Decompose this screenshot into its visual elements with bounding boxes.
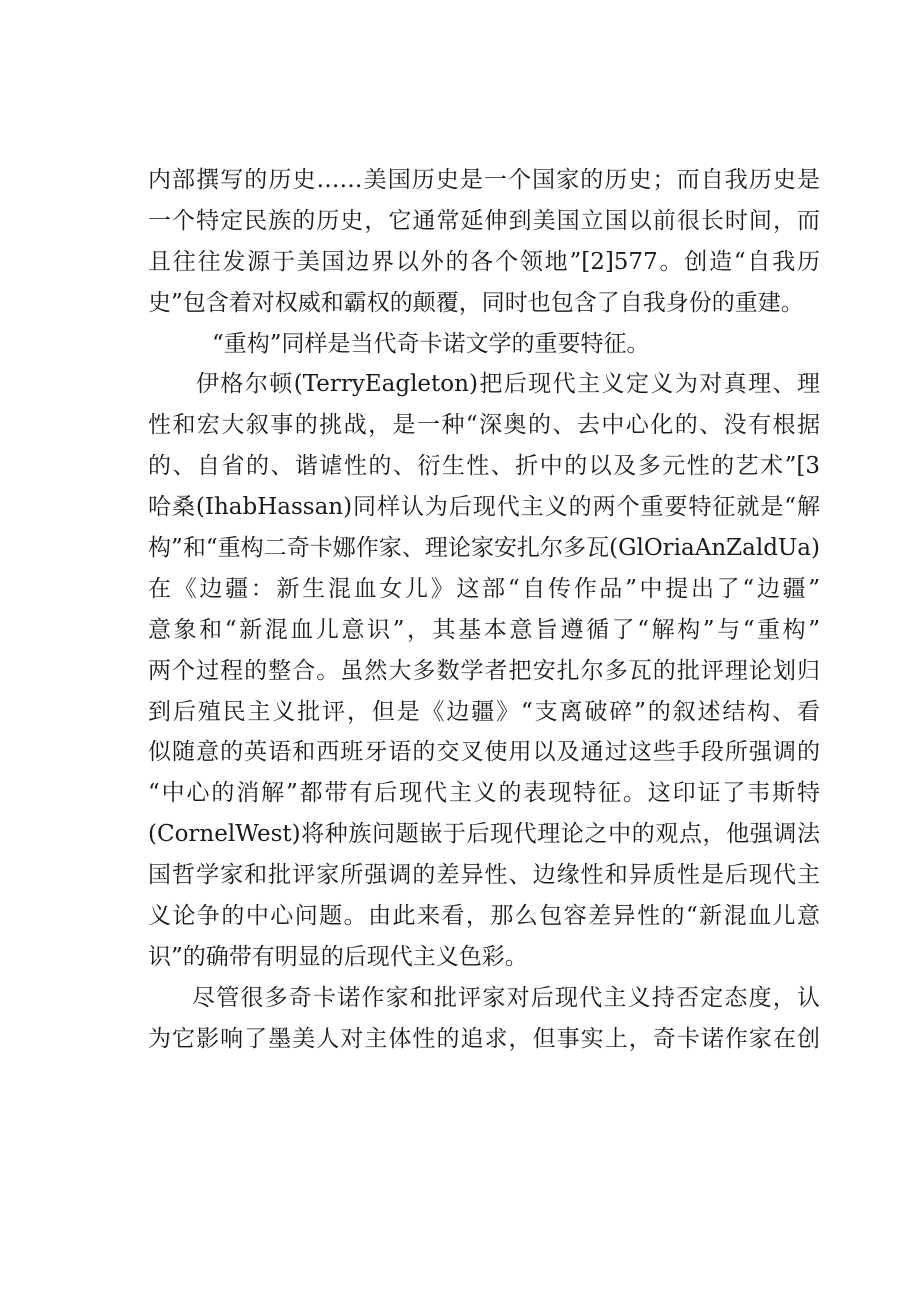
text-line: 识”的确带有明显的后现代主义色彩。 xyxy=(148,943,528,970)
text-line: 内部撰写的历史……美国历史是一个国家的历史；而自我历史是 xyxy=(148,167,820,193)
text-line: 尽管很多奇卡诺作家和批评家对后现代主义持否定态度，认 xyxy=(192,984,820,1011)
text-line: 一个特定民族的历史，它通常延伸到美国立国以前很长时间，而 xyxy=(148,207,820,234)
text-line: 且往往发源于美国边界以外的各个领地”[2]577。创造“自我历 xyxy=(148,248,820,275)
text-line: 为它影响了墨美人对主体性的追求，但事实上，奇卡诺作家在创 xyxy=(148,1025,820,1052)
text-line: 义论争的中心问题。由此来看，那么包容差异性的“新混血儿意 xyxy=(148,903,820,930)
text-line: 史”包含着对权威和霸权的颠覆，同时也包含了自我身份的重建。 xyxy=(148,289,804,316)
text-line: 似随意的英语和西班牙语的交叉使用以及通过这些手段所强调的 xyxy=(148,739,820,766)
text-line: 哈桑(IhabHassan)同样认为后现代主义的两个重要特征就是“解 xyxy=(148,494,820,521)
text-line: 伊格尔顿(TerryEagleton)把后现代主义定义为对真理、理 xyxy=(196,371,820,398)
body-text xyxy=(148,160,820,1060)
text-line: 在《边疆：新生混血女儿》这部“自传作品”中提出了“边疆” xyxy=(148,575,820,602)
paragraph-4 xyxy=(148,978,820,1060)
text-line: 国哲学家和批评家所强调的差异性、边缘性和异质性是后现代主 xyxy=(148,862,820,889)
paragraph-1 xyxy=(148,160,820,324)
paragraph-3 xyxy=(148,364,820,977)
text-line: 性和宏大叙事的挑战，是一种“深奥的、去中心化的、没有根据 xyxy=(148,412,820,439)
text-line: 意象和“新混血儿意识”，其基本意旨遵循了“解构”与“重构” xyxy=(148,616,820,643)
text-line: (CornelWest)将种族问题嵌于后现代理论之中的观点，他强调法 xyxy=(148,821,820,848)
text-line: 到后殖民主义批评，但是《边疆》“支离破碎”的叙述结构、看 xyxy=(148,698,820,725)
text-line: 两个过程的整合。虽然大多数学者把安扎尔多瓦的批评理论划归 xyxy=(148,657,820,684)
text-line: 构”和“重构二奇卡娜作家、理论家安扎尔多瓦(GlOriaAnZaldUa) xyxy=(148,535,820,562)
text-line: 的、自省的、谐谑性的、衍生性、折中的以及多元性的艺术”[3 xyxy=(148,453,820,480)
text-line: “重构”同样是当代奇卡诺文学的重要特征。 xyxy=(212,330,650,357)
text-line: “中心的消解”都带有后现代主义的表现特征。这印证了韦斯特 xyxy=(148,780,820,807)
paragraph-2 xyxy=(148,324,820,365)
